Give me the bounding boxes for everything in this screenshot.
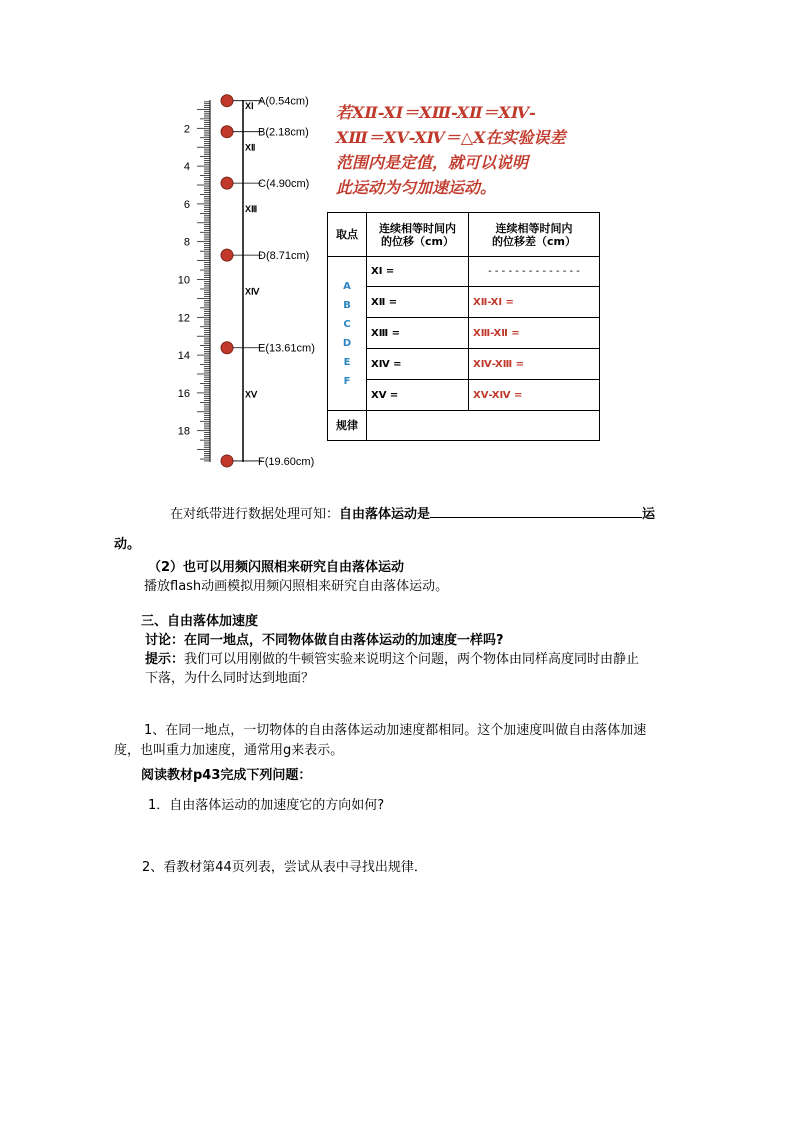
row-diff-4: XⅣ-XⅢ = [469,349,600,380]
tape-dot-e [221,342,233,354]
conclusion-end: 动。 [114,537,141,552]
point-label-b: B(2.18cm) [258,126,309,139]
row-x3: XⅢ = [367,318,469,349]
note-line-1: 若XⅡ-XⅠ＝XⅢ-XⅡ＝XⅣ- [336,103,536,122]
point-label-e: E(13.61cm) [258,342,315,355]
note-line-2: XⅢ＝XⅤ-XⅣ＝△X在实验误差 [336,128,566,147]
point-label-a: A(0.54cm) [258,95,309,108]
segment-label: XⅠ [245,101,254,112]
ruler-number: 18 [177,425,190,438]
section2-body: 播放flash动画模拟用频闪照相来研究自由落体运动。 [144,579,449,594]
tape-dot-b [221,126,233,138]
question-2: 2、看教材第44页列表，尝试从表中寻找出规律． [142,860,427,875]
tape-points [221,95,315,468]
tape-dot-a [221,95,233,107]
ruler-number: 4 [183,161,190,174]
segment-label: XⅡ [245,142,256,153]
ruler-ticks [197,102,210,461]
red-note [336,100,566,200]
rule-label: 规律 [328,411,367,441]
conclusion-line: 在对纸带进行数据处理可知：自由落体运动是 运 [170,503,655,525]
row-diff-3: XⅢ-XⅡ = [469,318,600,349]
row-diff-5: XⅤ-XⅣ = [469,380,600,411]
paragraph-1-line-2: 度，也叫重力加速度，通常用g来表示。 [114,743,344,758]
note-line-3: 范围内是定值，就可以说明 [336,153,529,172]
row-x4: XⅣ = [367,349,469,380]
row-diff-2: XⅡ-XⅠ = [469,287,600,318]
discussion: 讨论：在同一地点，不同物体做自由落体运动的加速度一样吗? [145,633,504,648]
hint-line-2: 下落，为什么同时达到地面？ [145,671,315,686]
ruler-number: 6 [183,198,190,211]
point-label-d: D(8.71cm) [258,250,310,263]
header-displacement: 连续相等时间内 的位移（cm） [367,213,469,257]
ruler-number: 12 [177,312,190,325]
row-diff-1: - - - - - - - - - - - - - - [469,257,600,287]
ruler-diagram [0,0,330,470]
header-difference: 连续相等时间内 的位移差（cm） [469,213,600,257]
ruler-number: 16 [177,387,190,400]
section2-title: （2）也可以用频闪照相来研究自由落体运动 [148,560,405,575]
tape-dot-d [221,249,233,261]
segment-label: XⅢ [245,204,258,215]
tape-dot-f [221,455,233,467]
note-line-4: 此运动为匀加速运动。 [336,178,497,197]
ruler-number: 14 [177,350,190,363]
point-label-c: C(4.90cm) [258,178,310,191]
segment-label: XⅣ [245,286,260,297]
answer-blank[interactable] [430,503,642,518]
ruler-number: 10 [177,274,190,287]
segment-label: XⅤ [245,389,258,400]
tape-dot-c [221,177,233,189]
reading-title: 阅读教材p43完成下列问题： [141,768,312,783]
data-table [327,212,600,441]
row-x5: XⅤ = [367,380,469,411]
points-column: A B C D E F [328,257,367,411]
question-1: 1．自由落体运动的加速度它的方向如何? [148,798,385,813]
header-points: 取点 [328,213,367,257]
hint: 提示：我们可以用刚做的牛顿管实验来说明这个问题，两个物体由同样高度同时由静止 [145,652,640,667]
section3-title: 三、自由落体加速度 [141,614,259,629]
ruler-number: 8 [183,236,190,249]
rule-cell [367,411,600,441]
point-label-f: F(19.60cm) [258,455,315,468]
row-x1: XⅠ = [367,257,469,287]
row-x2: XⅡ = [367,287,469,318]
paragraph-1-line-1: 1、在同一地点，一切物体的自由落体运动加速度都相同。这个加速度叫做自由落体加速 [144,723,647,738]
ruler-numbers [178,123,190,437]
ruler-number: 2 [183,123,190,136]
